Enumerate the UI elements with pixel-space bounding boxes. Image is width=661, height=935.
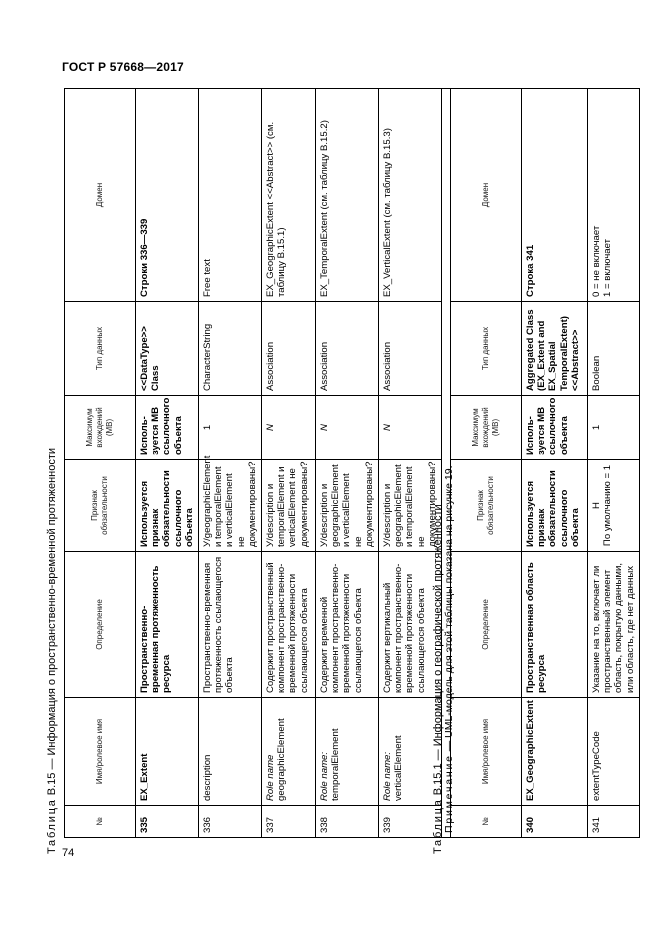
cell-number: 339 xyxy=(379,806,442,838)
cell-max: Используется MB ссылочного объекта xyxy=(136,396,199,460)
cell-number: 341 xyxy=(588,806,640,838)
table-b151-caption xyxy=(432,504,444,854)
obligation-code: Н xyxy=(591,502,602,509)
caption-prefix: Таблица xyxy=(46,798,58,854)
rotated-content xyxy=(44,88,636,858)
table-header-row xyxy=(65,89,136,838)
cell-obligation: Используется признак обязательности ссылочного объекта xyxy=(522,460,588,552)
cell-domain: EX_TemporalExtent (см. таблицу В.15.2) xyxy=(316,89,379,302)
document-header: ГОСТ Р 57668—2017 xyxy=(62,60,184,74)
role-name-label: Role name: xyxy=(382,751,394,801)
col-header-obligation: Признак обязательности xyxy=(65,460,136,552)
cell-max: N xyxy=(379,396,442,460)
col-header-name: Имя/ролевое имя xyxy=(65,698,136,806)
obligation-default: По умолчанию = 1 xyxy=(602,464,614,547)
caption-text: В.15.1 — Информация о географической протяженности xyxy=(432,504,444,799)
col-header-definition: Определение xyxy=(65,552,136,698)
caption-text: В.15 — Информация о пространственно-временной протяженности xyxy=(46,447,58,799)
role-name-label: Role name: xyxy=(319,751,331,801)
table-b151 xyxy=(450,88,640,838)
cell-max: Используется MB ссылочного объекта xyxy=(522,396,588,460)
cell-number: 336 xyxy=(199,806,262,838)
cell-domain: Строка 341 xyxy=(522,89,588,302)
col-header-number: № xyxy=(451,806,522,838)
col-header-datatype: Тип данных xyxy=(65,302,136,396)
cell-number: 340 xyxy=(522,806,588,838)
cell-domain: EX_VerticalExtent (см. таблицу В.15.3) xyxy=(379,89,442,302)
col-header-max-occurrence: Максимум вхождений (MB) xyxy=(65,396,136,460)
table-row xyxy=(316,89,379,838)
role-name-value: temporalElement xyxy=(330,728,342,801)
cell-domain xyxy=(588,89,640,302)
cell-max: 1 xyxy=(199,396,262,460)
cell-name: extentTypeCode xyxy=(588,698,640,806)
cell-datatype: <<DataType>> Class xyxy=(136,302,199,396)
cell-definition: Содержит пространственный компонент пространственно-временной протяженности ссылающегося объекта xyxy=(262,552,316,698)
col-header-number: № xyxy=(65,806,136,838)
cell-definition: Пространственная область ресурса xyxy=(522,552,588,698)
cell-definition: Содержит временной компонент пространственно-временной протяженности ссылающегося объекта xyxy=(316,552,379,698)
domain-value-1: 1 = включает xyxy=(602,239,614,297)
col-header-max-occurrence: Максимум вхождений (MB) xyxy=(451,396,522,460)
cell-max: 1 xyxy=(588,396,640,460)
table-row xyxy=(588,89,640,838)
cell-name: EX_GeographicExtent xyxy=(522,698,588,806)
cell-definition: Пространственно-временная протяженность ресурса xyxy=(136,552,199,698)
table-row xyxy=(136,89,199,838)
caption-prefix: Таблица xyxy=(432,798,444,854)
cell-obligation xyxy=(588,460,640,552)
table-header-row xyxy=(451,89,522,838)
col-header-datatype: Тип данных xyxy=(451,302,522,396)
role-name-value: verticalElement xyxy=(393,735,405,801)
cell-name xyxy=(316,698,379,806)
table-row xyxy=(199,89,262,838)
cell-datatype: Association xyxy=(316,302,379,396)
table-row xyxy=(262,89,316,838)
page-number: 74 xyxy=(62,847,75,859)
cell-max: N xyxy=(262,396,316,460)
cell-definition: Пространственно-временная протяженность ссылающегося объекта xyxy=(199,552,262,698)
cell-datatype: Aggregated Class (EX_Extent and EX_Spatial TemporalExtent) <<Abstract>> xyxy=(522,302,588,396)
table-b15-caption xyxy=(46,448,58,854)
cell-obligation: У/geographicElement и temporalElement и verticalElement не документированы? xyxy=(199,460,262,552)
col-header-definition: Определение xyxy=(451,552,522,698)
cell-domain: Строки 336—339 xyxy=(136,89,199,302)
cell-name xyxy=(262,698,316,806)
table-row xyxy=(522,89,588,838)
cell-datatype: Boolean xyxy=(588,302,640,396)
cell-domain: EX_GeographicExtent <<Abstract>> (см. таблицу В.15.1) xyxy=(262,89,316,302)
note-text: — UML-модель для этой таблицы показана на рисунке 19. xyxy=(443,465,456,755)
domain-value-0: 0 = не включает xyxy=(591,225,602,297)
table-b15 xyxy=(64,88,457,838)
cell-number: 338 xyxy=(316,806,379,838)
col-header-domain: Домен xyxy=(65,89,136,302)
cell-max: N xyxy=(316,396,379,460)
cell-obligation: У/description и geographicElement и temporalElement не документированы? xyxy=(379,460,442,552)
cell-name: description xyxy=(199,698,262,806)
cell-domain: Free text xyxy=(199,89,262,302)
cell-obligation: У/description и temporalElement и verticalElement не документированы? xyxy=(262,460,316,552)
note-prefix: Примечание xyxy=(443,754,456,833)
role-name-value: geographicElement xyxy=(276,718,288,801)
cell-datatype: Association xyxy=(379,302,442,396)
cell-name: EX_Extent xyxy=(136,698,199,806)
cell-datatype: Association xyxy=(262,302,316,396)
cell-datatype: CharacterString xyxy=(199,302,262,396)
col-header-name: Имя/ролевое имя xyxy=(451,698,522,806)
col-header-domain: Домен xyxy=(451,89,522,302)
cell-obligation: У/description и geographicElement и verticalElement не документированы? xyxy=(316,460,379,552)
cell-definition: Содержит вертикальный компонент пространственно-временной протяженности ссылающегося объекта xyxy=(379,552,442,698)
cell-number: 335 xyxy=(136,806,199,838)
col-header-obligation: Признак обязательности xyxy=(451,460,522,552)
cell-obligation: Используется признак обязательности ссылочного объекта xyxy=(136,460,199,552)
cell-definition: Указание на то, включает ли пространственный элемент область, покрытую данными, или область, где нет данных xyxy=(588,552,640,698)
cell-number: 337 xyxy=(262,806,316,838)
role-name-label: Role name xyxy=(265,754,277,801)
